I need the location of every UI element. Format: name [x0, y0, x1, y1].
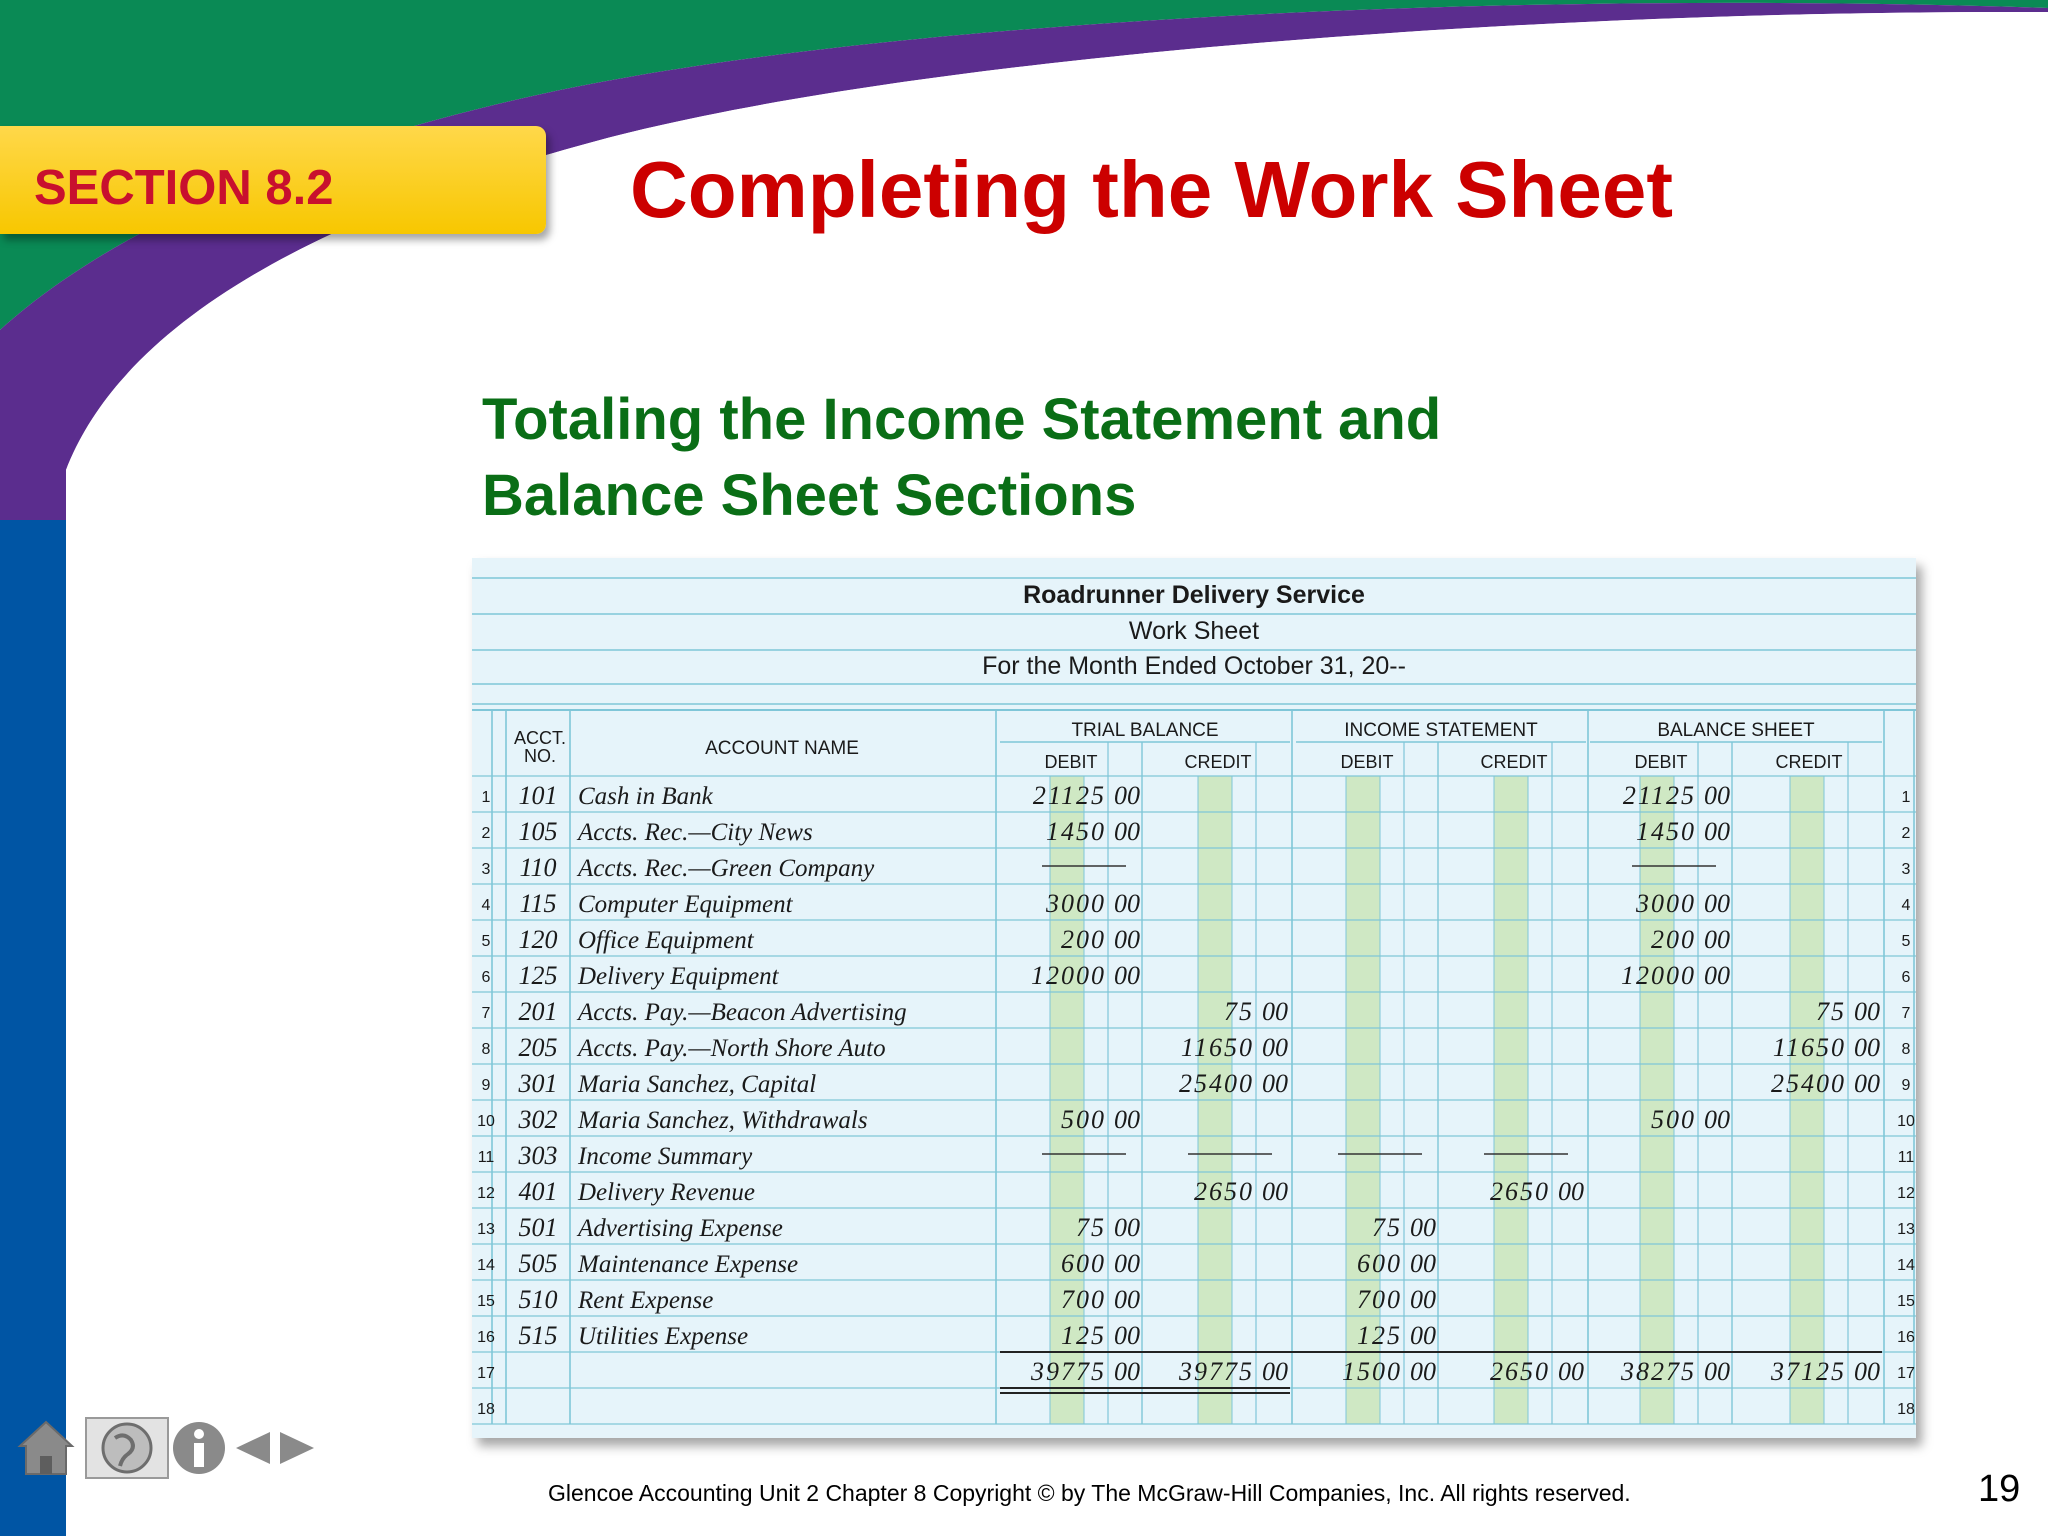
- account-name: Advertising Expense: [578, 1215, 783, 1242]
- sub-header: CREDIT: [1480, 752, 1548, 772]
- amount-dollars: 75: [1816, 997, 1846, 1026]
- nav-bar: [14, 1412, 324, 1484]
- row-number-right: 7: [1901, 1005, 1911, 1022]
- row-number-right: 12: [1897, 1185, 1915, 1202]
- account-name: Delivery Revenue: [578, 1179, 755, 1206]
- account-number: 501: [518, 1213, 558, 1242]
- amount-dollars: 12000: [1031, 961, 1106, 990]
- account-name-header: ACCOUNT NAME: [705, 738, 859, 759]
- amount-dollars: 21125: [1032, 781, 1106, 810]
- row-number-right: 4: [1901, 897, 1911, 914]
- amount-cents: 00: [1704, 961, 1730, 990]
- row-number-right: 1: [1901, 789, 1911, 806]
- group-header: TRIAL BALANCE: [1071, 720, 1219, 741]
- amount-cents: 00: [1114, 1357, 1140, 1386]
- slide-subtitle: [482, 382, 1441, 534]
- section-label: SECTION 8.2: [34, 161, 334, 215]
- row-number-left: 18: [477, 1401, 495, 1418]
- row-number-left: 2: [481, 825, 491, 842]
- home-icon[interactable]: [14, 1412, 78, 1484]
- amount-cents: 00: [1704, 889, 1730, 918]
- account-name: Delivery Equipment: [578, 963, 779, 990]
- amount-cents: 00: [1410, 1321, 1436, 1350]
- sheet-period: For the Month Ended October 31, 20--: [982, 652, 1406, 680]
- amount-dollars: 2650: [1490, 1357, 1550, 1386]
- amount-dollars: 75: [1076, 1213, 1106, 1242]
- row-number-right: 15: [1897, 1293, 1915, 1310]
- amount-dollars: 25400: [1179, 1069, 1254, 1098]
- account-number: 505: [518, 1249, 558, 1278]
- group-header: INCOME STATEMENT: [1344, 720, 1538, 741]
- amount-dollars: 200: [1061, 925, 1106, 954]
- amount-cents: 00: [1262, 997, 1288, 1026]
- account-name: Accts. Rec.—City News: [578, 819, 813, 846]
- amount-cents: 00: [1114, 1285, 1140, 1314]
- amount-dollars: 1500: [1342, 1357, 1402, 1386]
- amount-cents: 00: [1114, 925, 1140, 954]
- amount-dollars: 200: [1651, 925, 1696, 954]
- amount-dollars: 37125: [1771, 1357, 1846, 1386]
- amount-dollars: 21125: [1622, 781, 1696, 810]
- amount-cents: 00: [1410, 1357, 1436, 1386]
- amount-cents: 00: [1704, 781, 1730, 810]
- amount-dollars: 125: [1061, 1321, 1106, 1350]
- row-number-left: 10: [477, 1113, 495, 1130]
- amount-cents: 00: [1704, 925, 1730, 954]
- row-number-right: 2: [1901, 825, 1911, 842]
- sub-header: DEBIT: [1634, 752, 1688, 772]
- amount-cents: 00: [1262, 1177, 1288, 1206]
- amount-cents: 00: [1854, 997, 1880, 1026]
- account-number: 110: [519, 853, 557, 882]
- globe-icon[interactable]: [84, 1412, 170, 1484]
- account-name: Utilities Expense: [578, 1323, 749, 1350]
- info-icon[interactable]: [168, 1412, 230, 1484]
- amount-cents: 00: [1854, 1069, 1880, 1098]
- amount-cents: 00: [1114, 961, 1140, 990]
- amount-dollars: 11650: [1772, 1033, 1846, 1062]
- amount-cents: 00: [1410, 1249, 1436, 1278]
- account-number: 401: [518, 1177, 558, 1206]
- amount-cents: 00: [1114, 1321, 1140, 1350]
- account-number: 303: [518, 1141, 558, 1170]
- row-number-right: 11: [1897, 1149, 1915, 1166]
- amount-cents: 00: [1410, 1213, 1436, 1242]
- account-name: Cash in Bank: [578, 783, 713, 810]
- amount-cents: 00: [1262, 1069, 1288, 1098]
- row-number-left: 11: [477, 1149, 495, 1166]
- amount-dollars: 500: [1061, 1105, 1106, 1134]
- account-number: 302: [518, 1105, 558, 1134]
- sheet-name: Work Sheet: [1128, 617, 1260, 645]
- amount-cents: 00: [1262, 1033, 1288, 1062]
- amount-dollars: 700: [1357, 1285, 1402, 1314]
- amount-dollars: 2650: [1194, 1177, 1254, 1206]
- row-number-right: 3: [1901, 861, 1911, 878]
- amount-cents: 00: [1558, 1177, 1584, 1206]
- sub-header: CREDIT: [1184, 752, 1252, 772]
- row-number-left: 5: [481, 933, 491, 950]
- sub-header: CREDIT: [1775, 752, 1843, 772]
- amount-dollars: 600: [1357, 1249, 1402, 1278]
- account-name: Maria Sanchez, Withdrawals: [578, 1107, 868, 1134]
- account-name: Accts. Rec.—Green Company: [578, 855, 875, 882]
- row-number-left: 6: [481, 969, 491, 986]
- amount-dollars: 2650: [1490, 1177, 1550, 1206]
- account-name: Computer Equipment: [578, 891, 793, 918]
- amount-cents: 00: [1114, 1213, 1140, 1242]
- row-number-left: 7: [481, 1005, 491, 1022]
- company-name: Roadrunner Delivery Service: [1023, 581, 1365, 609]
- row-number-right: 10: [1897, 1113, 1915, 1130]
- amount-dollars: 38275: [1621, 1357, 1696, 1386]
- row-number-left: 8: [481, 1041, 491, 1058]
- row-number-left: 9: [481, 1077, 491, 1094]
- row-number-right: 5: [1901, 933, 1911, 950]
- account-number: 205: [518, 1033, 558, 1062]
- row-number-right: 6: [1901, 969, 1911, 986]
- acct-no-header: NO.: [523, 746, 557, 766]
- amount-dollars: 39775: [1031, 1357, 1106, 1386]
- copyright-footer: Glencoe Accounting Unit 2 Chapter 8 Copyright © by The McGraw-Hill Companies, Inc. All rights reserved.: [548, 1480, 1631, 1506]
- account-number: 201: [518, 997, 558, 1026]
- account-name: Maria Sanchez, Capital: [578, 1071, 817, 1098]
- work-sheet: [472, 558, 1916, 1438]
- prev-arrow-icon[interactable]: [230, 1412, 274, 1484]
- sub-header: DEBIT: [1044, 752, 1098, 772]
- amount-dollars: 500: [1651, 1105, 1696, 1134]
- amount-dollars: 125: [1357, 1321, 1402, 1350]
- amount-cents: 00: [1704, 1105, 1730, 1134]
- row-number-left: 13: [477, 1221, 495, 1238]
- amount-cents: 00: [1114, 817, 1140, 846]
- account-number: 115: [519, 889, 557, 918]
- account-name: Accts. Pay.—Beacon Advertising: [578, 999, 907, 1026]
- group-header: BALANCE SHEET: [1657, 720, 1815, 741]
- account-number: 510: [518, 1285, 558, 1314]
- account-number: 515: [518, 1321, 558, 1350]
- amount-cents: 00: [1114, 889, 1140, 918]
- row-number-right: 16: [1897, 1329, 1915, 1346]
- amount-dollars: 1450: [1046, 817, 1106, 846]
- account-number: 101: [518, 781, 558, 810]
- amount-cents: 00: [1262, 1357, 1288, 1386]
- account-name: Maintenance Expense: [578, 1251, 799, 1278]
- sub-header: DEBIT: [1340, 752, 1394, 772]
- subtitle-line-2: Balance Sheet Sections: [482, 463, 1137, 528]
- account-name: Rent Expense: [578, 1287, 714, 1314]
- amount-dollars: 11650: [1180, 1033, 1254, 1062]
- row-number-right: 18: [1897, 1401, 1915, 1418]
- amount-dollars: 1450: [1636, 817, 1696, 846]
- amount-cents: 00: [1854, 1357, 1880, 1386]
- amount-cents: 00: [1704, 1357, 1730, 1386]
- amount-dollars: 75: [1372, 1213, 1402, 1242]
- account-name: Accts. Pay.—North Shore Auto: [578, 1035, 886, 1062]
- row-number-right: 9: [1901, 1077, 1911, 1094]
- work-sheet-grid: [472, 558, 1916, 1438]
- amount-dollars: 39775: [1179, 1357, 1254, 1386]
- account-number: 301: [518, 1069, 558, 1098]
- row-number-left: 16: [477, 1329, 495, 1346]
- amount-dollars: 12000: [1621, 961, 1696, 990]
- subtitle-line-1: Totaling the Income Statement and: [482, 387, 1442, 452]
- account-name: Office Equipment: [578, 927, 754, 954]
- row-number-left: 4: [481, 897, 491, 914]
- amount-dollars: 3000: [1636, 889, 1696, 918]
- row-number-left: 15: [477, 1293, 495, 1310]
- account-number: 105: [518, 817, 558, 846]
- row-number-left: 17: [477, 1365, 495, 1382]
- account-name: Income Summary: [578, 1143, 753, 1170]
- amount-dollars: 25400: [1771, 1069, 1846, 1098]
- amount-cents: 00: [1410, 1285, 1436, 1314]
- amount-cents: 00: [1114, 781, 1140, 810]
- row-number-right: 17: [1897, 1365, 1915, 1382]
- amount-dollars: 3000: [1046, 889, 1106, 918]
- next-arrow-icon[interactable]: [276, 1412, 320, 1484]
- amount-dollars: 75: [1224, 997, 1254, 1026]
- row-number-left: 14: [477, 1257, 495, 1274]
- acct-no-header: ACCT.: [513, 728, 567, 748]
- row-number-right: 13: [1897, 1221, 1915, 1238]
- row-number-left: 1: [481, 789, 491, 806]
- amount-cents: 00: [1114, 1249, 1140, 1278]
- row-number-left: 12: [477, 1185, 495, 1202]
- account-number: 120: [518, 925, 558, 954]
- row-number-right: 8: [1901, 1041, 1911, 1058]
- amount-cents: 00: [1558, 1357, 1584, 1386]
- amount-dollars: 700: [1061, 1285, 1106, 1314]
- page-number: 19: [1978, 1468, 2021, 1510]
- amount-cents: 00: [1114, 1105, 1140, 1134]
- slide-title: Completing the Work Sheet: [630, 145, 1674, 234]
- row-number-left: 3: [481, 861, 491, 878]
- row-number-right: 14: [1897, 1257, 1915, 1274]
- account-number: 125: [518, 961, 558, 990]
- amount-cents: 00: [1704, 817, 1730, 846]
- amount-dollars: 600: [1061, 1249, 1106, 1278]
- amount-cents: 00: [1854, 1033, 1880, 1062]
